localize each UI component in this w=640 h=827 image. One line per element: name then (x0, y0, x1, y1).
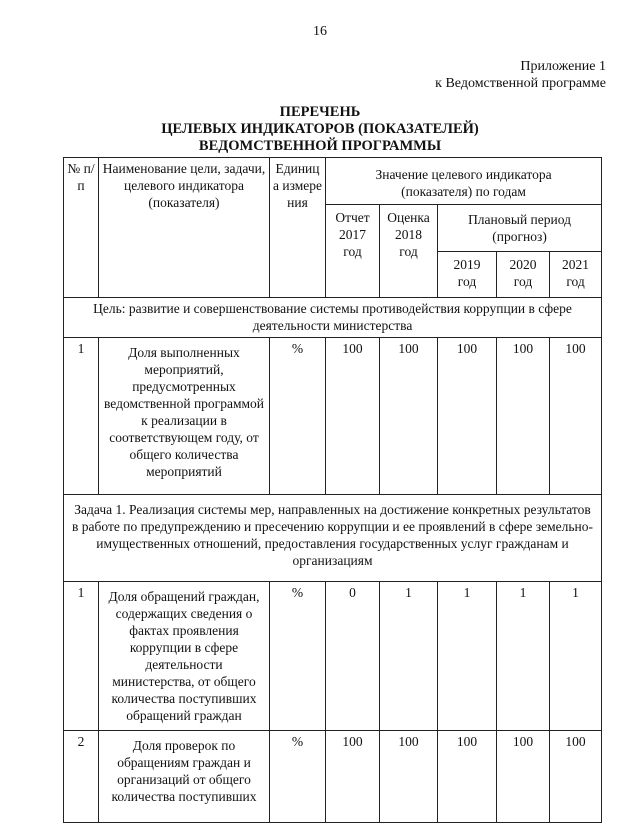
task-row: Задача 1. Реализация системы мер, направленных на достижение конкретных результатов в работе по предупреждению и пресечению коррупции и ее проявлений в сфере земельно-имущественных отношений, предоставления государственных услуг гражданам и организациям (64, 495, 602, 582)
header-2021: 2021 год (550, 252, 602, 298)
cell-num: 1 (64, 338, 99, 495)
cell-num: 1 (64, 582, 99, 731)
cell-2017: 0 (326, 582, 380, 731)
cell-name: Доля проверок по обращениям граждан и организаций от общего количества поступивших (99, 731, 270, 823)
document-title (0, 104, 640, 155)
table-row (64, 338, 602, 495)
cell-2021: 100 (550, 731, 602, 823)
cell-name: Доля выполненных мероприятий, предусмотренных ведомственной программой к реализации в соответствующем году, от общего количества мероприятий (99, 338, 270, 495)
header-name: Наименование цели, задачи, целевого индикатора (показателя) (99, 158, 270, 298)
header-2020: 2020 год (497, 252, 550, 298)
header-estimate-2018: Оценка 2018 год (380, 205, 438, 298)
title-line-2: ЦЕЛЕВЫХ ИНДИКАТОРОВ (ПОКАЗАТЕЛЕЙ) (161, 121, 479, 137)
header-unit: Единица измерения (270, 158, 326, 298)
cell-2019: 100 (438, 731, 497, 823)
cell-2017: 100 (326, 731, 380, 823)
goal-row: Цель: развитие и совершенствование системы противодействия коррупции в сфере деятельности министерства (64, 298, 602, 338)
cell-num: 2 (64, 731, 99, 823)
annex-line-2: к Ведомственной программе (435, 76, 606, 91)
page-number: 16 (313, 24, 327, 39)
cell-2017: 100 (326, 338, 380, 495)
cell-2020: 100 (497, 731, 550, 823)
annex-line-1: Приложение 1 (520, 59, 606, 74)
header-report-2017: Отчет 2017 год (326, 205, 380, 298)
cell-2021: 100 (550, 338, 602, 495)
cell-2018: 100 (380, 338, 438, 495)
table-row (64, 582, 602, 731)
cell-2020: 100 (497, 338, 550, 495)
header-2019: 2019 год (438, 252, 497, 298)
cell-unit: % (270, 731, 326, 823)
annex-label (435, 58, 606, 92)
cell-name: Доля обращений граждан, содержащих сведения о фактах проявления коррупции в сфере деятельности министерства, от общего количества поступивших обращений граждан (99, 582, 270, 731)
cell-2018: 100 (380, 731, 438, 823)
cell-unit: % (270, 338, 326, 495)
cell-2019: 1 (438, 582, 497, 731)
cell-2018: 1 (380, 582, 438, 731)
header-num: № п/п (64, 158, 99, 298)
indicators-table (63, 157, 602, 823)
header-plan-group: Плановый период (прогноз) (438, 205, 602, 252)
cell-2019: 100 (438, 338, 497, 495)
cell-2020: 1 (497, 582, 550, 731)
cell-2021: 1 (550, 582, 602, 731)
header-values-group: Значение целевого индикатора (показателя) по годам (326, 158, 602, 205)
cell-unit: % (270, 582, 326, 731)
title-line-3: ВЕДОМСТВЕННОЙ ПРОГРАММЫ (198, 138, 442, 154)
table-row (64, 731, 602, 823)
title-line-1: ПЕРЕЧЕНЬ (279, 104, 361, 120)
